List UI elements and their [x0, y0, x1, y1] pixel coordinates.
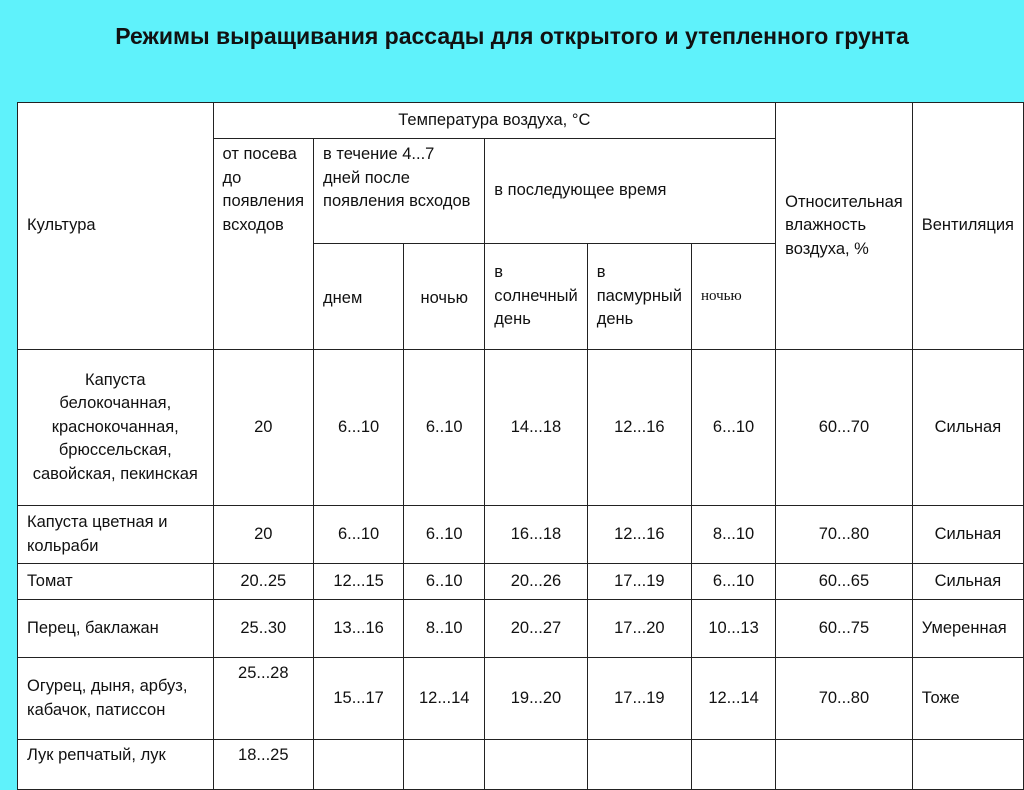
header-ventilation: Вентиляция: [912, 103, 1023, 350]
cell-night: 12...14: [404, 658, 485, 740]
cell-night-later: 10...13: [692, 600, 776, 658]
cell-night-later: [692, 740, 776, 790]
cell-night: 6..10: [404, 350, 485, 506]
cell-cloudy: 12...16: [587, 350, 691, 506]
cell-ventilation: Сильная: [912, 506, 1023, 564]
cell-cloudy: 17...19: [587, 658, 691, 740]
cell-night-later: 8...10: [692, 506, 776, 564]
cell-ventilation: Тоже: [912, 658, 1023, 740]
cell-day: 6...10: [314, 506, 404, 564]
cell-cloudy: 17...19: [587, 564, 691, 600]
cell-sunny: 20...27: [485, 600, 587, 658]
cell-cloudy: [587, 740, 691, 790]
cell-humidity: 60...75: [776, 600, 913, 658]
header-culture: Культура: [18, 103, 214, 350]
cell-day: 13...16: [314, 600, 404, 658]
cell-culture: Лук репчатый, лук: [18, 740, 214, 790]
header-air-temperature: Температура воздуха, °С: [213, 103, 776, 139]
cell-cloudy: 17...20: [587, 600, 691, 658]
cell-night-later: 6...10: [692, 350, 776, 506]
header-later: в последующее время: [485, 139, 776, 244]
cell-sprout: 20: [213, 350, 314, 506]
cell-humidity: [776, 740, 913, 790]
cell-culture: Капуста цветная и кольраби: [18, 506, 214, 564]
cell-sprout: 25..30: [213, 600, 314, 658]
cell-humidity: 70...80: [776, 506, 913, 564]
cell-sunny: 20...26: [485, 564, 587, 600]
header-night-later: ночью: [692, 244, 776, 350]
cell-sunny: 19...20: [485, 658, 587, 740]
cell-ventilation: Сильная: [912, 350, 1023, 506]
table-row: [18, 350, 1024, 506]
table-row: [18, 600, 1024, 658]
cell-culture: Перец, баклажан: [18, 600, 214, 658]
table-row: [18, 506, 1024, 564]
cell-day: 15...17: [314, 658, 404, 740]
cell-night-later: 12...14: [692, 658, 776, 740]
cell-culture: Огурец, дыня, арбуз, кабачок, патиссон: [18, 658, 214, 740]
table-row: [18, 658, 1024, 740]
header-before-sprout: от посева до появления всходов: [213, 139, 314, 350]
cell-day: [314, 740, 404, 790]
header-humidity: Относительная влажность воздуха, %: [776, 103, 913, 350]
table-row: [18, 564, 1024, 600]
cell-sprout: 18...25: [213, 740, 314, 790]
cell-night-later: 6...10: [692, 564, 776, 600]
cell-humidity: 60...70: [776, 350, 913, 506]
cell-day: 6...10: [314, 350, 404, 506]
cell-cloudy: 12...16: [587, 506, 691, 564]
header-sunny-day: в солнечный день: [485, 244, 587, 350]
cell-humidity: 60...65: [776, 564, 913, 600]
table-row: [18, 740, 1024, 790]
cell-sprout: 25...28: [213, 658, 314, 740]
cell-sunny: 14...18: [485, 350, 587, 506]
cell-night: 6..10: [404, 506, 485, 564]
page-title: Режимы выращивания рассады для открытого и утепленного грунта: [115, 23, 909, 49]
cell-day: 12...15: [314, 564, 404, 600]
cell-culture: Капуста белокочанная, краснокочанная, брюссельская, савойская, пекинская: [18, 350, 214, 506]
cell-ventilation: Умеренная: [912, 600, 1023, 658]
seedling-regimes-table: [17, 102, 1024, 790]
header-cloudy-day: в пасмурный день: [587, 244, 691, 350]
header-first-days: в течение 4...7 дней после появления всходов: [314, 139, 485, 244]
cell-night: 8..10: [404, 600, 485, 658]
cell-sprout: 20: [213, 506, 314, 564]
cell-night: 6..10: [404, 564, 485, 600]
cell-culture: Томат: [18, 564, 214, 600]
cell-ventilation: [912, 740, 1023, 790]
cell-sunny: 16...18: [485, 506, 587, 564]
cell-night: [404, 740, 485, 790]
cell-ventilation: Сильная: [912, 564, 1023, 600]
header-day: днем: [314, 244, 404, 350]
cell-sprout: 20..25: [213, 564, 314, 600]
cell-humidity: 70...80: [776, 658, 913, 740]
header-night: ночью: [404, 244, 485, 350]
cell-sunny: [485, 740, 587, 790]
